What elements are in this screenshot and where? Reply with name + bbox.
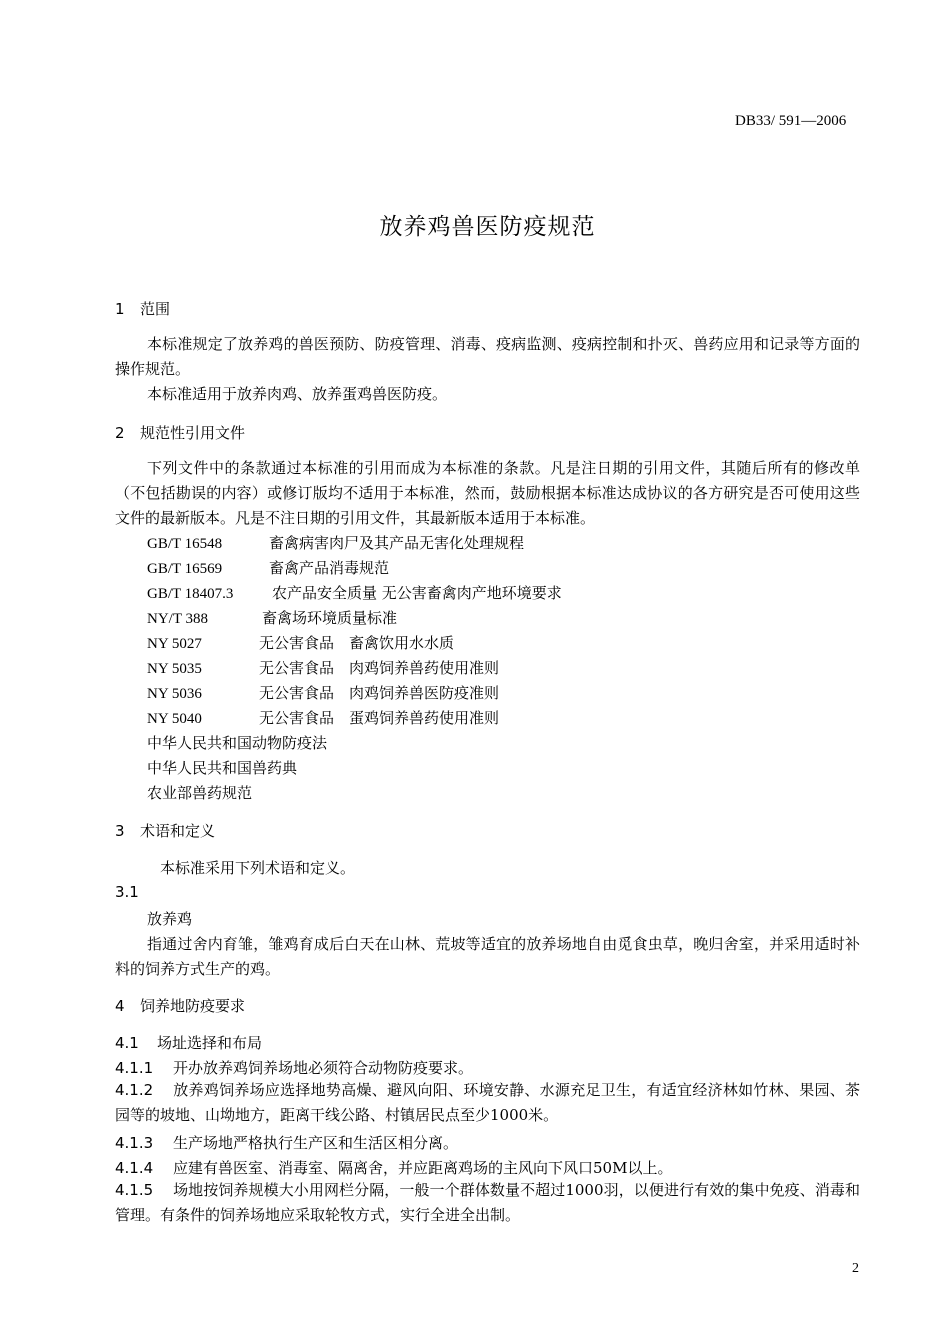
- section-title: 规范性引用文件: [140, 424, 246, 442]
- reference-title: 畜禽产品消毒规范: [269, 559, 390, 577]
- section-number: 4: [115, 997, 125, 1015]
- term-number: 3.1: [115, 883, 139, 901]
- reference-item: [147, 682, 499, 703]
- reference-title: 无公害食品 肉鸡饲养兽医防疫准则: [259, 684, 500, 702]
- document-code: DB33/ 591—2006: [735, 113, 847, 129]
- clause-item: 4.1.2 放养鸡饲养场应选择地势高燥、避风向阳、环境安静、水源充足卫生，有适宜经济林如竹林、果园、茶园等的坡地、山坳地方，距离干线公路、村镇居民点至少1000米。: [115, 1081, 860, 1124]
- reference-item: [147, 657, 499, 678]
- reference-title: 畜禽场环境质量标准: [262, 609, 398, 627]
- term-definition: 指通过舍内育雏，雏鸡育成后白天在山林、荒坡等适宜的放养场地自由觅食虫草，晚归舍室，并采用适时补料的饲养方式生产的鸡。: [115, 935, 860, 978]
- section-title: 术语和定义: [140, 822, 216, 840]
- section-number: 1: [115, 300, 125, 318]
- scope-paragraph-2: 本标准适用于放养肉鸡、放养蛋鸡兽医防疫。: [147, 385, 448, 403]
- section-number: 3: [115, 822, 125, 840]
- reference-title: 无公害食品 蛋鸡饲养兽药使用准则: [259, 709, 500, 727]
- law-reference: 中华人民共和国兽药典: [147, 759, 298, 777]
- reference-code: NY 5040: [147, 711, 202, 727]
- reference-item: [147, 707, 499, 728]
- section-number: 2: [115, 424, 125, 442]
- subsection-heading: 4.1 场址选择和布局: [115, 1034, 263, 1052]
- references-paragraph: 下列文件中的条款通过本标准的引用而成为本标准的条款。凡是注日期的引用文件，其随后所有的修改单（不包括勘误的内容）或修订版均不适用于本标准，然而，鼓励根据本标准达成协议的各方研究是否可使用这些文件的最新版本。凡是不注日期的引用文件，其最新版本适用于本标准。: [115, 459, 860, 527]
- reference-code: NY 5035: [147, 661, 202, 677]
- scope-paragraph-1: 本标准规定了放养鸡的兽医预防、防疫管理、消毒、疫病监测、疫病控制和扑灭、兽药应用和记录等方面的操作规范。: [115, 335, 860, 378]
- clause-item: 4.1.3 生产场地严格执行生产区和生活区相分离。: [115, 1134, 459, 1152]
- reference-code: GB/T 16548: [147, 536, 223, 552]
- reference-item: [147, 532, 524, 553]
- page-title: 放养鸡兽医防疫规范: [379, 214, 596, 240]
- section-heading-scope: [115, 298, 170, 319]
- reference-item: [147, 632, 454, 653]
- reference-item: [147, 582, 562, 603]
- reference-code: NY 5036: [147, 686, 202, 702]
- reference-title: 无公害食品 畜禽饮用水水质: [259, 634, 455, 652]
- reference-code: NY 5027: [147, 636, 202, 652]
- reference-title: 农产品安全质量 无公害畜禽肉产地环境要求: [272, 584, 562, 602]
- page-number: 2: [852, 1261, 859, 1276]
- clause-item: 4.1.4 应建有兽医室、消毒室、隔离舍，并应距离鸡场的主风向下风口50M以上。: [115, 1159, 673, 1177]
- section-title: 饲养地防疫要求: [140, 997, 246, 1015]
- reference-code: GB/T 16569: [147, 561, 223, 577]
- term-name: 放养鸡: [147, 910, 193, 928]
- reference-code: GB/T 18407.3: [147, 586, 234, 602]
- clause-item: 4.1.5 场地按饲养规模大小用网栏分隔，一般一个群体数量不超过1000羽，以便进行有效的集中免疫、消毒和管理。有条件的饲养场地应采取轮牧方式，实行全进全出制。: [115, 1181, 860, 1224]
- reference-item: [147, 607, 397, 628]
- reference-title: 畜禽病害肉尸及其产品无害化处理规程: [269, 534, 525, 552]
- section-heading-farm-epidemic-prevention: [115, 995, 245, 1016]
- section-heading-normative-references: [115, 422, 245, 443]
- law-reference: 农业部兽药规范: [147, 784, 253, 802]
- section-title: 范围: [140, 300, 171, 318]
- law-reference: 中华人民共和国动物防疫法: [147, 734, 328, 752]
- section-heading-terms: [115, 820, 215, 841]
- reference-title: 无公害食品 肉鸡饲养兽药使用准则: [259, 659, 500, 677]
- reference-item: [147, 557, 389, 578]
- clause-item: 4.1.1 开办放养鸡饲养场地必须符合动物防疫要求。: [115, 1059, 474, 1077]
- reference-code: NY/T 388: [147, 611, 208, 627]
- terms-intro: 本标准采用下列术语和定义。: [160, 859, 356, 877]
